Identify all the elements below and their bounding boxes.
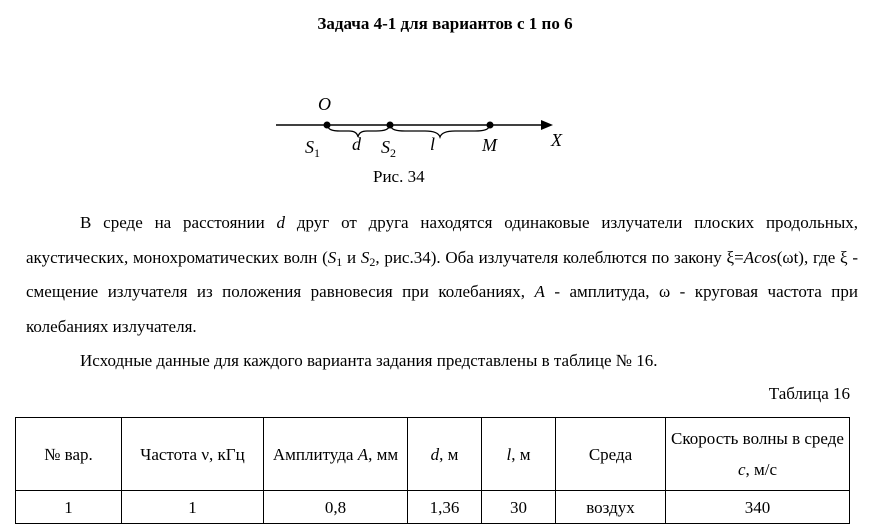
label-l: l — [430, 134, 436, 154]
label-x: X — [551, 130, 562, 150]
header-l: l, м — [482, 418, 556, 491]
label-o: O — [318, 94, 331, 114]
cell-medium: воздух — [556, 491, 666, 524]
brace-l — [391, 126, 489, 137]
point-m — [487, 122, 494, 129]
data-intro-paragraph: Исходные данные для каждого варианта задания представлены в таблице № 16. — [80, 351, 658, 370]
variant-table — [15, 417, 850, 524]
cell-amplitude: 0,8 — [264, 491, 408, 524]
task-title: Задача 4-1 для вариантов с 1 по 6 — [317, 14, 573, 33]
point-s2 — [387, 122, 394, 129]
table-header-row — [16, 418, 850, 491]
problem-paragraph: В среде на расстоянии d друг от друга находятся одинаковые излучатели плоских продольных, акустических, монохроматических волн ($S_1$ и $S_2$, рис.34). Оба излучателя колеблются по закону ξ=Acos(ωt), где ξ - смещение излучателя из положения равновесия при колебаниях, A - амплитуда, ω - круговая частота при колебаниях излучателя. — [26, 213, 859, 336]
label-s2: $S_2$ — [381, 137, 396, 160]
table-label: Таблица 16 — [768, 384, 850, 403]
label-s1: $S_1$ — [305, 137, 320, 160]
cell-speed: 340 — [666, 491, 850, 524]
header-variant: № вар. — [16, 418, 122, 491]
table-row — [16, 491, 850, 524]
header-medium: Среда — [556, 418, 666, 491]
header-amplitude: Амплитуда A, мм — [264, 418, 408, 491]
point-s1 — [324, 122, 331, 129]
x-axis-arrow — [541, 120, 553, 130]
figure-34 — [0, 0, 890, 200]
figure-caption: Рис. 34 — [373, 167, 425, 186]
cell-l: 30 — [482, 491, 556, 524]
header-speed: Скорость волны в среде c, м/с — [666, 418, 850, 491]
cell-d: 1,36 — [408, 491, 482, 524]
label-m: M — [482, 135, 497, 155]
header-frequency: Частота ν, кГц — [122, 418, 264, 491]
cell-variant: 1 — [16, 491, 122, 524]
header-d: d, м — [408, 418, 482, 491]
label-d: d — [352, 134, 361, 154]
cell-frequency: 1 — [122, 491, 264, 524]
